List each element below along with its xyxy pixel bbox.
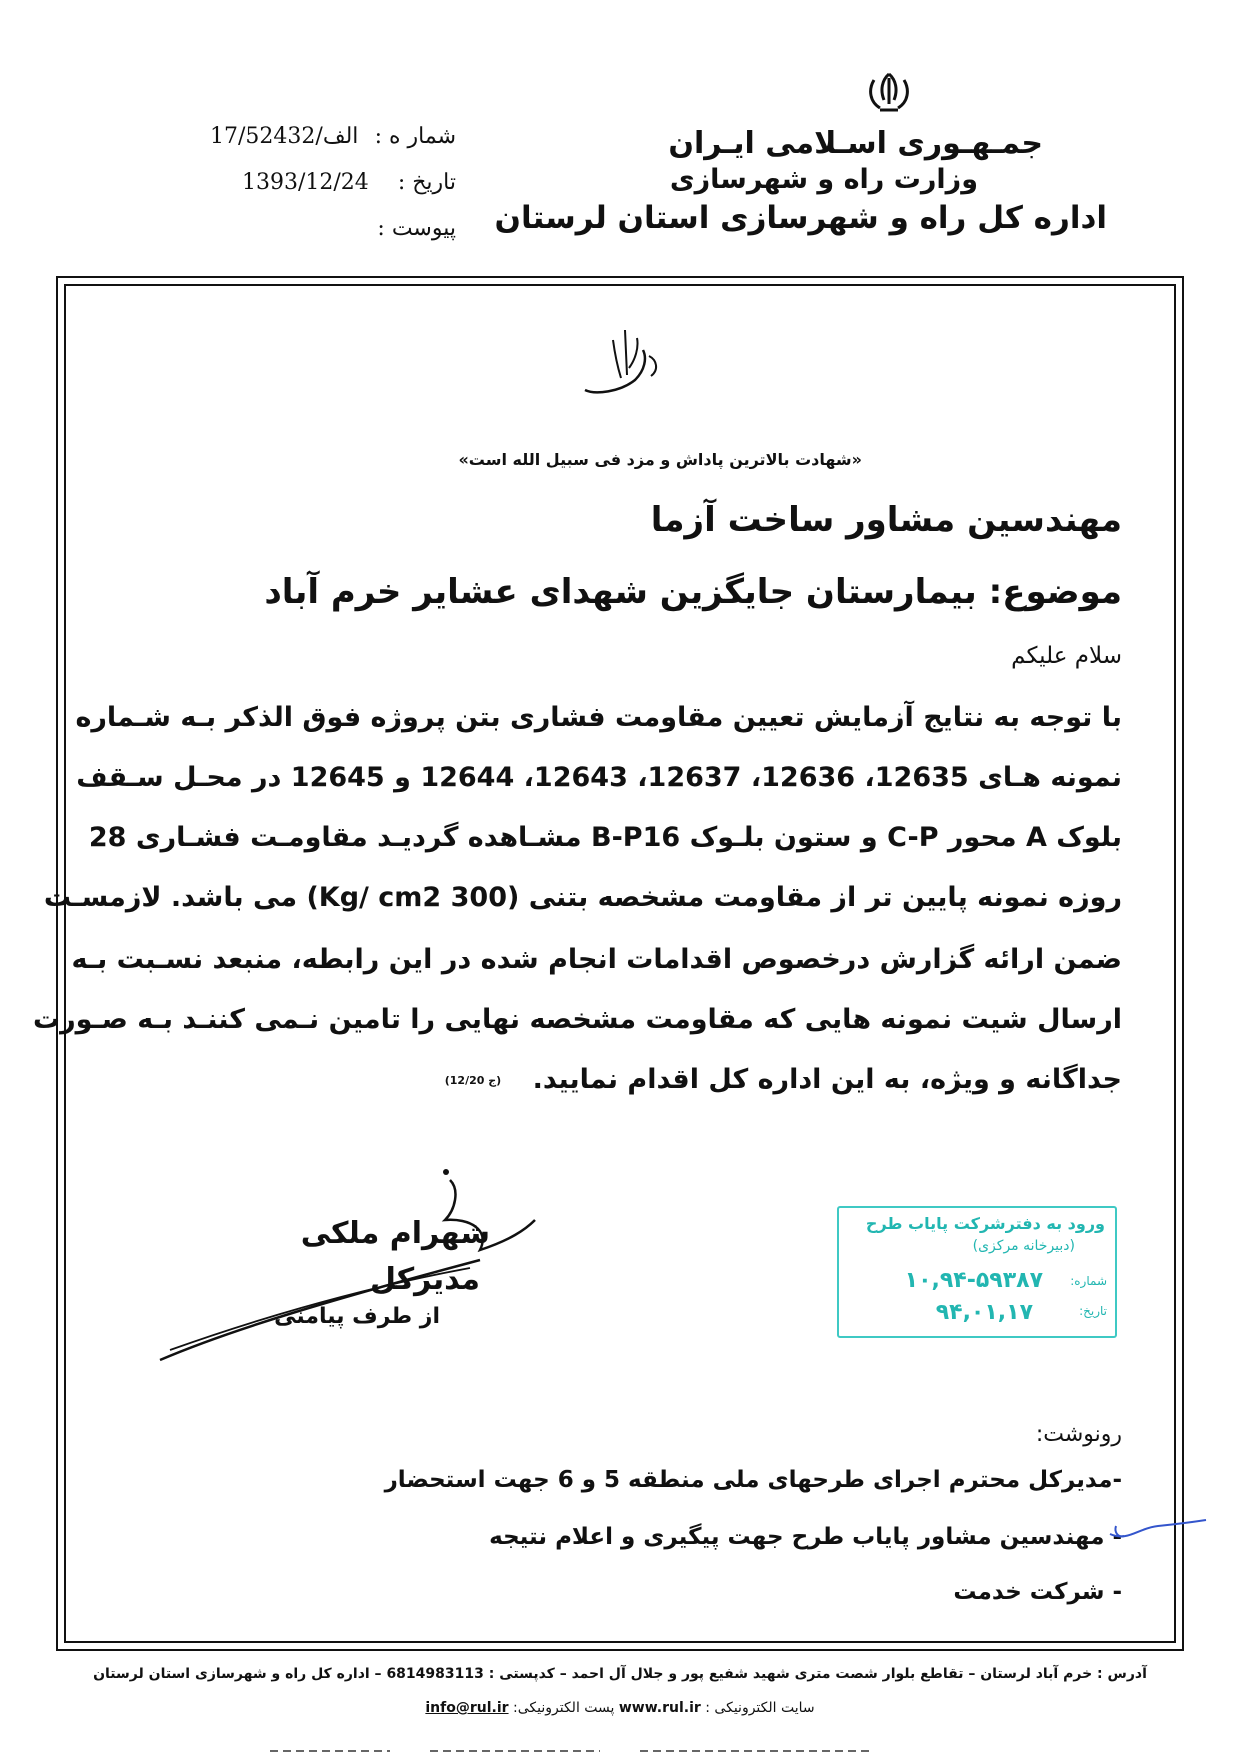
stamp-title: ورود به دفترشرکت پایاب طرح [865,1214,1105,1233]
stamp-number-value: ۱۰,۹۴-۵۹۳۸۷ [904,1268,1043,1293]
header-office: اداره کل راه و شهرسازی استان لرستان [494,200,1107,236]
bismihi-taala-calligraphy-icon [565,320,675,400]
body-line: بلوک A محور C-P و ستون بلـوک B-P16 مشـاهده گردیـد مقاومـت فشـاری 28 [88,822,1122,853]
signer-on-behalf: از طرف پیامنی [274,1304,440,1329]
handwritten-mark-icon [1108,1508,1208,1548]
recipient: مهندسین مشاور ساخت آزما [650,500,1122,540]
email-label: پست الکترونیکی: [513,1700,615,1716]
footer-contacts [0,1700,1240,1716]
body-line-last [445,1060,1122,1100]
body-line: نمونه هـای 12635، 12636، 12637، 12643، 12644 و 12645 در محـل سـقف [76,762,1122,793]
stamp-date-label: تاریخ: [1079,1304,1107,1318]
copy-recipient: - شرکت خدمت [953,1579,1122,1605]
body-line: جداگانه و ویژه، به این اداره کل اقدام نمایید. [532,1064,1122,1095]
letter-date-label: تاریخ : [397,170,456,195]
header-country: جمـهـوری اسـلامی ایـران [668,126,1043,161]
subject-line: موضوع: بیمارستان جایگزین شهدای عشایر خرم آباد [264,572,1122,612]
copies-heading: رونوشت: [1035,1422,1122,1447]
website-label: سایت الکترونیکی : [705,1700,815,1716]
stamp-subtitle: (دبیرخانه مرکزی) [972,1238,1075,1254]
email-link[interactable]: info@rul.ir [425,1700,509,1716]
motto: «شهادت بالاترین پاداش و مزد فی سبیل الله است» [458,450,862,469]
letter-date-row [242,170,456,200]
reference-code: (ج 12/20) [444,1073,502,1087]
iran-emblem-icon [864,70,914,114]
copy-recipient: - مهندسین مشاور پایاب طرح جهت پیگیری و اعلام نتیجه [489,1524,1122,1550]
letter-date-value: 1393/12/24 [242,170,369,195]
body-line: با توجه به نتایج آزمایش تعیین مقاومت فشاری بتن پروژه فوق الذکر بـه شـماره [75,702,1122,733]
handwritten-signature-icon [150,1160,550,1370]
footer-cutoff-text [270,1743,870,1753]
signer-title: مدیرکل [369,1262,480,1297]
letter-number-row [210,124,456,154]
greeting: سلام علیکم [1011,643,1122,669]
receipt-stamp [837,1206,1117,1338]
signer-name: شهرام ملکی [300,1216,490,1251]
footer-address: آدرس : خرم آباد لرستان – تقاطع بلوار شصت متری شهید شفیع پور و جلال آل احمد – کدپستی : 6814983113 – اداره کل راه و شهرسازی استان لرستان [93,1666,1147,1682]
letter-number-value: 17/52432/الف [210,124,359,149]
letter-number-label: شمار ه : [374,124,456,149]
copy-recipient: -مدیرکل محترم اجرای طرحهای ملی منطقه 5 و 6 جهت استحضار [384,1467,1122,1493]
stamp-date-value: ۹۴,۰۱,۱۷ [935,1300,1033,1325]
body-line: روزه نمونه پایین تر از مقاومت مشخصه بتنی (300 Kg/ cm2) می باشد. لازمسـت [43,882,1122,913]
body-line: ارسال شیت نمونه هایی که مقاومت مشخصه نهایی را تامین نـمی کننـد بـه صـورت [32,1004,1122,1035]
stamp-number-label: شماره: [1070,1274,1107,1288]
website-link[interactable]: www.rul.ir [618,1700,701,1716]
letter-attachment-row [260,216,456,246]
body-line: ضمن ارائه گزارش درخصوص اقدامات انجام شده در این رابطه، منبعد نسـبت بـه [71,944,1122,975]
header-ministry: وزارت راه و شهرسازی [669,164,978,195]
letter-attachment-label: پیوست : [377,216,456,241]
